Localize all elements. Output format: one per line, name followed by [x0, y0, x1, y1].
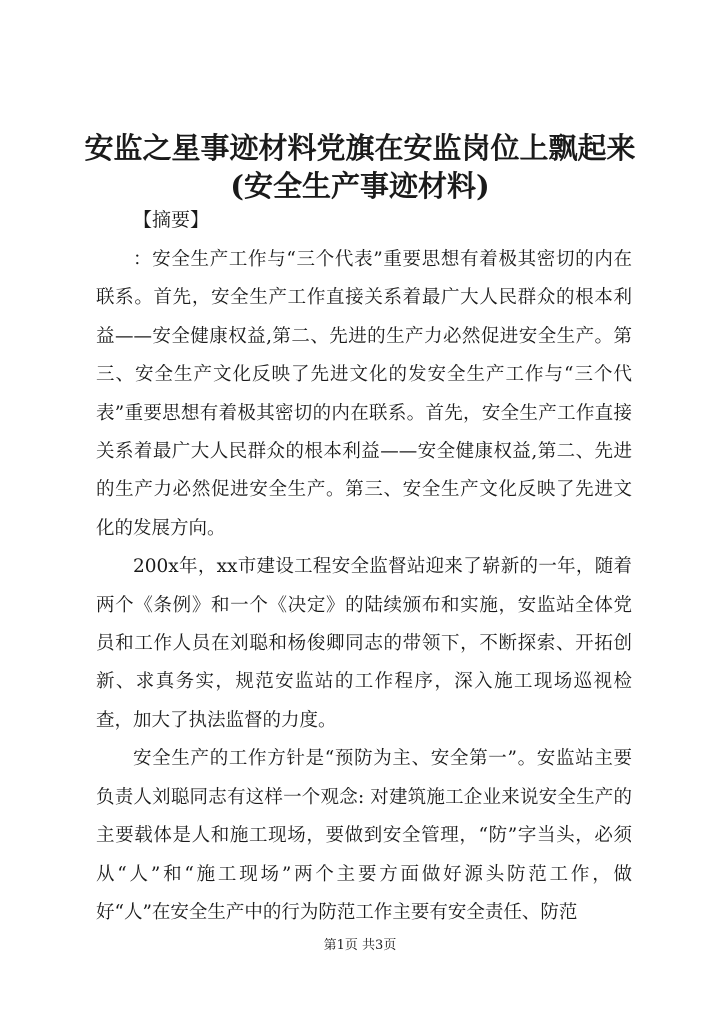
abstract-label: 【摘要】: [133, 209, 210, 231]
paragraph-2: 200x年，xx市建设工程安全监督站迎来了崭新的一年，随着两个《条例》和一个《决定》的陆续颁布和实施，安监站全体党员和工作人员在刘聪和杨俊卿同志的带领下，不断探索、开拓创新、求真务实，规范安监站的工作程序，深入施工现场巡视检查，加大了执法监督的力度。: [96, 556, 632, 731]
paragraph-abstract: ：安全生产工作与“三个代表”重要思想有着极其密切的内在联系。首先，安全生产工作直接关系着最广大人民群众的根本利益——安全健康权益,第二、先进的生产力必然促进安全生产。第三、安全生产文化反映了先进文化的发安全生产工作与“三个代表”重要思想有着极其密切的内在联系。首先，安全生产工作直接关系着最广大人民群众的根本利益——安全健康权益,第二、先进的生产力必然促进安全生产。第三、安全生产文化反映了先进文化的发展方向。: [96, 249, 632, 539]
document-body: [96, 241, 632, 932]
paragraph-3: 安全生产的工作方针是“预防为主、安全第一”。安监站主要负责人刘聪同志有这样一个观念: 对建筑施工企业来说安全生产的主要载体是人和施工现场，要做到安全管理，“防”字当头，必须从“人”和“施工现场”两个主要方面做好源头防范工作，做好“人”在安全生产中的行为防范工作主要有安全责任、防范: [96, 748, 632, 923]
page-footer: 第1页 共3页: [323, 938, 397, 953]
document-title-line2: (安全生产事迹材料): [230, 169, 490, 203]
document-title-line1: 安监之星事迹材料党旗在安监岗位上飘起来: [84, 131, 636, 165]
